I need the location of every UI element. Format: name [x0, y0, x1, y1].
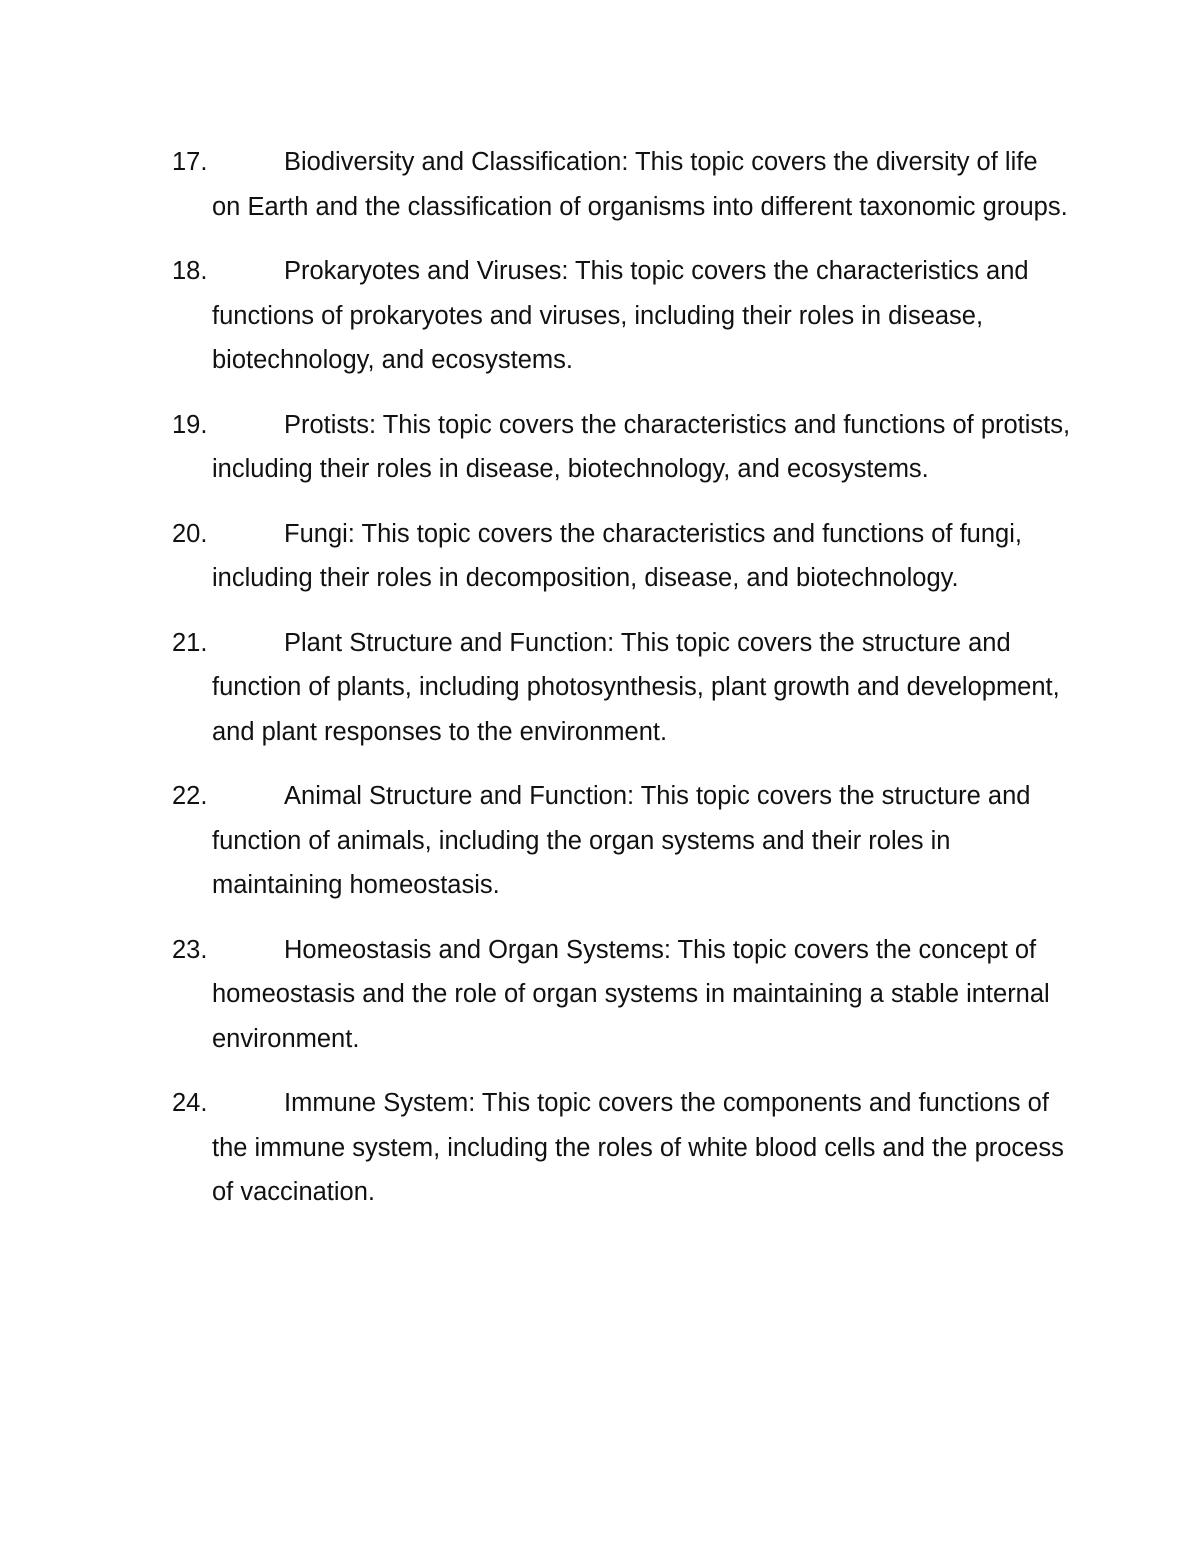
item-number: 19.: [172, 410, 208, 439]
item-text: Immune System: This topic covers the components and functions of the immune system, including the roles of white blood cells and the process of vaccination.: [212, 1089, 1064, 1206]
item-text: Fungi: This topic covers the characteristics and functions of fungi, including their roles in decomposition, disease, and biotechnology.: [212, 519, 1022, 592]
list-item: [172, 774, 1072, 908]
item-number: 23.: [172, 935, 208, 964]
item-text: Protists: This topic covers the characteristics and functions of protists, including their roles in disease, biotechnology, and ecosystems.: [212, 410, 1071, 483]
list-item: [172, 249, 1072, 383]
list-item: [172, 403, 1072, 492]
list-item: [172, 928, 1072, 1062]
item-number: 21.: [172, 628, 208, 657]
item-text: Animal Structure and Function: This topic covers the structure and function of animals, including the organ systems and their roles in maintaining homeostasis.: [212, 782, 1031, 899]
item-number: 24.: [172, 1089, 208, 1117]
item-text: Prokaryotes and Viruses: This topic covers the characteristics and functions of prokaryotes and viruses, including their roles in disease, biotechnology, and ecosystems.: [212, 257, 1029, 374]
list-item: [172, 140, 1072, 229]
item-text: Homeostasis and Organ Systems: This topic covers the concept of homeostasis and the role of organ systems in maintaining a stable internal environment.: [212, 935, 1050, 1053]
item-number: 18.: [172, 257, 208, 285]
item-number: 20.: [172, 519, 208, 548]
numbered-topic-list: [172, 140, 1072, 1235]
list-item: [172, 1081, 1072, 1215]
item-text: Plant Structure and Function: This topic covers the structure and function of plants, including photosynthesis, plant growth and development, and plant responses to the environment.: [212, 628, 1060, 746]
item-number: 17.: [172, 148, 208, 176]
list-item: [172, 621, 1072, 755]
item-text: Biodiversity and Classification: This topic covers the diversity of life on Earth and the classification of organisms into different taxonomic groups.: [212, 148, 1068, 221]
list-item: [172, 512, 1072, 601]
item-number: 22.: [172, 782, 208, 810]
